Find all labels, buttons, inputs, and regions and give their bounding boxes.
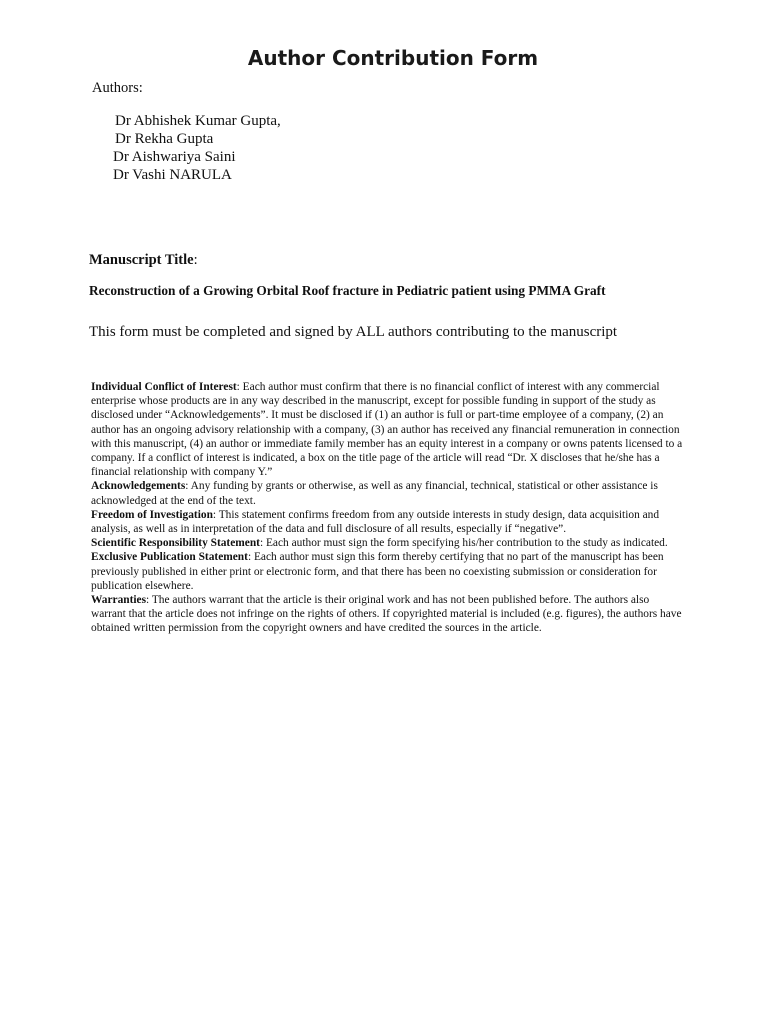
- term-text: : Each author must confirm that there is no financial conflict of interest with any commercial enterprise whose products are in any way described in the manuscript, except for possible funding in support of the study as disclosed under “Acknowledgements”. It must be disclosed if (1) an author is full or part-time employee of a company, (2) an author has an ongoing advisory relationship with a company, (3) an author has received any financial remuneration in connection with this manuscript, (4) an author or immediate family member has an equity interest in a company or owns patents licensed to a company. If a conflict of interest is indicated, a box on the title page of the article will read “Dr. X discloses that he/she has a financial relationship with company Y.”: [91, 381, 683, 479]
- term-text: : Any funding by grants or otherwise, as well as any financial, technical, statistical or other assistance is acknowledged at the end of the text.: [91, 480, 658, 507]
- term-text: : The authors warrant that the article is their original work and has not been published before. The authors also warrant that the article does not infringe on the rights of others. If copyrighted material is included (e.g. figures), the authors have obtained written permission from the copyright owners and have credited the sources in the article.: [91, 594, 682, 635]
- authors-label: Authors:: [92, 80, 143, 96]
- author-name: Dr Abhishek Kumar Gupta,: [115, 113, 281, 129]
- author-name: Dr Vashi NARULA: [113, 167, 232, 183]
- term-heading: Individual Conflict of Interest: [91, 381, 237, 393]
- author-name: Dr Rekha Gupta: [115, 131, 214, 147]
- term-paragraph: [91, 593, 685, 636]
- term-text: : This statement confirms freedom from any outside interests in study design, data acquisition and analysis, as well as in interpretation of the data and full disclosure of all results, especially if “negative”.: [91, 508, 660, 536]
- term-text: : Each author must sign the form specifying his/her contribution to the study as indicated.: [259, 537, 668, 550]
- term-paragraph: [91, 508, 685, 536]
- term-paragraph: [91, 479, 685, 507]
- term-heading: Freedom of Investigation: [91, 508, 213, 521]
- terms-section: [91, 380, 685, 636]
- term-heading: Acknowledgements: [91, 480, 186, 493]
- instruction-text: This form must be completed and signed by ALL authors contributing to the manuscript: [89, 324, 618, 340]
- term-paragraph: [91, 536, 685, 550]
- term-paragraph: [91, 380, 685, 479]
- manuscript-label-colon: :: [193, 252, 198, 268]
- page-title: Author Contribution Form: [247, 46, 539, 70]
- manuscript-label-text: Manuscript Title: [89, 252, 194, 268]
- term-paragraph: [91, 550, 685, 593]
- term-text: : Each author must sign this form thereby certifying that no part of the manuscript has been previously published in either print or electronic form, and that there has been no coexisting submission or consideration for publication elsewhere.: [91, 551, 664, 592]
- manuscript-title-label: [89, 252, 198, 269]
- term-heading: Warranties: [91, 594, 147, 607]
- term-heading: Scientific Responsibility Statement: [91, 537, 260, 550]
- author-name: Dr Aishwariya Saini: [113, 149, 236, 165]
- term-heading: Exclusive Publication Statement: [91, 551, 248, 564]
- manuscript-title: Reconstruction of a Growing Orbital Roof fracture in Pediatric patient using PMMA Graft: [89, 283, 606, 298]
